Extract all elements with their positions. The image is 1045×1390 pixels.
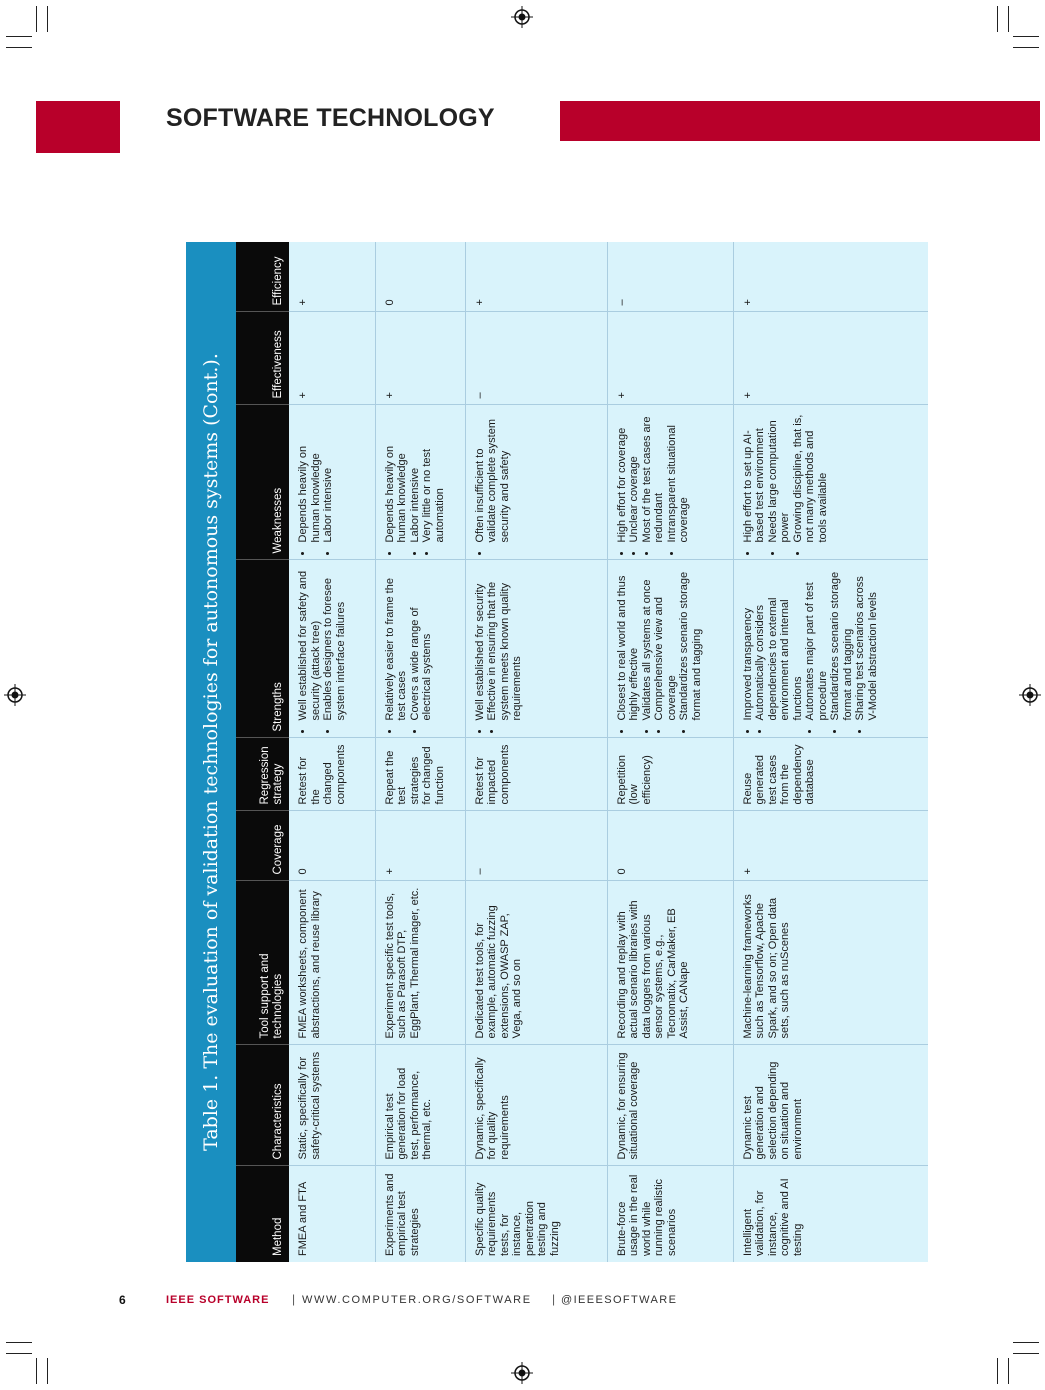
list-item: • Comprehensive view and coverage bbox=[653, 567, 678, 721]
tools-cell: Machine-learning frameworks such as Tensorflow, Apache Spark, and so on; Open data sets, such as nuScenes bbox=[733, 881, 928, 1045]
list-item: • Very little or no test automation bbox=[421, 412, 446, 543]
table-title-strip bbox=[186, 242, 236, 1262]
crop-mark bbox=[1013, 1342, 1039, 1343]
effectiveness-cell: + bbox=[289, 312, 375, 405]
list-item: • Closest to real world and thus highly effective bbox=[616, 567, 641, 721]
coverage-cell: + bbox=[733, 811, 928, 881]
table-row bbox=[465, 242, 607, 1262]
list-item: • Improved transparency bbox=[742, 567, 755, 721]
crop-mark bbox=[997, 1358, 998, 1384]
column-header: Method bbox=[236, 1166, 289, 1262]
column-header: Tool support and technologies bbox=[236, 881, 289, 1045]
effectiveness-cell: – bbox=[465, 312, 607, 405]
header-accent-bar bbox=[560, 101, 1040, 141]
coverage-cell: 0 bbox=[289, 811, 375, 881]
list-item: • Relatively easier to frame the test cases bbox=[384, 567, 409, 721]
table-row bbox=[289, 242, 375, 1262]
strengths-cell bbox=[607, 560, 733, 738]
regression-cell: Repetition (low efficiency) bbox=[607, 738, 733, 811]
method-cell: Brute-force usage in the real world while running realistic scenarios bbox=[607, 1166, 733, 1262]
list-item: • Labor intensive bbox=[409, 412, 422, 543]
registration-mark-icon bbox=[1019, 684, 1041, 706]
effectiveness-cell: + bbox=[733, 312, 928, 405]
strengths-cell bbox=[289, 560, 375, 738]
characteristics-cell: Dynamic test generation and selection depending on situation and environment bbox=[733, 1045, 928, 1166]
footer-separator: | bbox=[292, 1292, 296, 1306]
list-item: • Standardizes scenario storage format and tagging bbox=[829, 567, 854, 721]
column-header: Weaknesses bbox=[236, 405, 289, 560]
list-item: • Growing discipline, that is, not many methods and tools available bbox=[792, 412, 830, 543]
crop-mark bbox=[1013, 1353, 1039, 1354]
list-item: • Well established for security bbox=[474, 567, 487, 721]
crop-mark bbox=[6, 47, 32, 48]
weaknesses-cell bbox=[289, 405, 375, 560]
crop-mark bbox=[1013, 47, 1039, 48]
regression-cell: Retest for the changed components bbox=[289, 738, 375, 811]
tools-cell: Experiment specific test tools, such as Parasoft DTP, EggPlant, Thermal imager, etc. bbox=[375, 881, 465, 1045]
header-accent-bar bbox=[36, 101, 120, 153]
efficiency-cell: + bbox=[733, 242, 928, 312]
method-cell: Specific quality requirements tests, for instance, penetration testing and fuzzing bbox=[465, 1166, 607, 1262]
efficiency-cell: 0 bbox=[375, 242, 465, 312]
list-item: • Enables designers to foresee system interface failures bbox=[322, 567, 347, 721]
registration-mark-icon bbox=[4, 684, 26, 706]
characteristics-cell: Dynamic, specifically for quality requirements bbox=[465, 1045, 607, 1166]
weaknesses-cell bbox=[375, 405, 465, 560]
weaknesses-cell bbox=[607, 405, 733, 560]
evaluation-table-panel bbox=[186, 242, 928, 1262]
table-title: Table 1. The evaluation of validation technologies for autonomous systems (Cont.). bbox=[200, 353, 222, 1151]
list-item: • Intransparent situational coverage bbox=[666, 412, 691, 543]
list-item: • Automatically considers dependencies to external environment and internal functions bbox=[754, 567, 804, 721]
table-row bbox=[733, 242, 928, 1262]
table-row bbox=[607, 242, 733, 1262]
tools-cell: Dedicated test tools, for example, automatic fuzzing extensions, OWASP ZAP, Vega, and so on bbox=[465, 881, 607, 1045]
magazine-name: IEEE SOFTWARE bbox=[166, 1294, 270, 1306]
crop-mark bbox=[36, 1358, 37, 1384]
regression-cell: Retest for impacted components bbox=[465, 738, 607, 811]
effectiveness-cell: + bbox=[607, 312, 733, 405]
crop-mark bbox=[47, 1358, 48, 1384]
strengths-cell bbox=[465, 560, 607, 738]
table-row bbox=[375, 242, 465, 1262]
list-item: • Well established for safety and security (attack tree) bbox=[297, 567, 322, 721]
list-item: • Unclear coverage bbox=[628, 412, 641, 543]
crop-mark bbox=[1008, 1358, 1009, 1384]
regression-cell: Repeat the test strategies for changed function bbox=[375, 738, 465, 811]
crop-mark bbox=[6, 36, 32, 37]
characteristics-cell: Dynamic, for ensuring situational coverage bbox=[607, 1045, 733, 1166]
tools-cell: FMEA worksheets, component abstractions, and reuse library bbox=[289, 881, 375, 1045]
method-cell: Experiments and empirical test strategies bbox=[375, 1166, 465, 1262]
list-item: • Needs large computation power bbox=[767, 412, 792, 543]
crop-mark bbox=[1013, 36, 1039, 37]
strengths-cell bbox=[733, 560, 928, 738]
list-item: • High effort to set up AI-based test environment bbox=[742, 412, 767, 543]
list-item: • Sharing test scenarios across V-Model abstraction levels bbox=[854, 567, 879, 721]
method-cell: Intelligent validation, for instance, cognitive and AI testing bbox=[733, 1166, 928, 1262]
section-title: SOFTWARE TECHNOLOGY bbox=[166, 104, 495, 132]
column-header: Regression strategy bbox=[236, 738, 289, 811]
weaknesses-cell bbox=[733, 405, 928, 560]
column-header: Strengths bbox=[236, 560, 289, 738]
footer-url: WWW.COMPUTER.ORG/SOFTWARE bbox=[302, 1294, 532, 1306]
table-header-row bbox=[236, 242, 289, 1262]
coverage-cell: – bbox=[465, 811, 607, 881]
column-header: Characteristics bbox=[236, 1045, 289, 1166]
footer-handle: @IEEESOFTWARE bbox=[561, 1294, 678, 1306]
list-item: • Most of the test cases are redundant bbox=[641, 412, 666, 543]
rotated-table-wrapper bbox=[236, 242, 928, 1262]
list-item: • Covers a wide range of electrical systems bbox=[409, 567, 434, 721]
coverage-cell: + bbox=[375, 811, 465, 881]
crop-mark bbox=[47, 6, 48, 32]
list-item: • Often insufficient to validate complete system security and safety bbox=[474, 412, 512, 543]
effectiveness-cell: + bbox=[375, 312, 465, 405]
crop-mark bbox=[6, 1353, 32, 1354]
characteristics-cell: Empirical test generation for load test, performance, thermal, etc. bbox=[375, 1045, 465, 1166]
evaluation-table bbox=[236, 242, 928, 1262]
crop-mark bbox=[6, 1342, 32, 1343]
list-item: • Automates major part of test procedure bbox=[804, 567, 829, 721]
crop-mark bbox=[997, 6, 998, 32]
crop-mark bbox=[36, 6, 37, 32]
weaknesses-cell bbox=[465, 405, 607, 560]
list-item: • Effective in ensuring that the system meets known quality requirements bbox=[486, 567, 524, 721]
efficiency-cell: + bbox=[289, 242, 375, 312]
list-item: • High effort for coverage bbox=[616, 412, 629, 543]
coverage-cell: 0 bbox=[607, 811, 733, 881]
efficiency-cell: + bbox=[465, 242, 607, 312]
column-header: Coverage bbox=[236, 811, 289, 881]
crop-mark bbox=[1008, 6, 1009, 32]
list-item: • Standardizes scenario storage format and tagging bbox=[678, 567, 703, 721]
list-item: • Depends heavily on human knowledge bbox=[384, 412, 409, 543]
column-header: Efficiency bbox=[236, 242, 289, 312]
characteristics-cell: Static, specifically for safety-critical systems bbox=[289, 1045, 375, 1166]
method-cell: FMEA and FTA bbox=[297, 1181, 309, 1256]
registration-mark-icon bbox=[511, 6, 533, 28]
strengths-cell bbox=[375, 560, 465, 738]
list-item: • Depends heavily on human knowledge bbox=[297, 412, 322, 543]
regression-cell: Reuse generated test cases from the dependency database bbox=[733, 738, 928, 811]
footer-separator: | bbox=[552, 1292, 556, 1306]
list-item: • Labor intensive bbox=[322, 412, 335, 543]
list-item: • Validates all systems at once bbox=[641, 567, 654, 721]
column-header: Effectiveness bbox=[236, 312, 289, 405]
registration-mark-icon bbox=[511, 1362, 533, 1384]
page-number: 6 bbox=[119, 1293, 126, 1307]
tools-cell: Recording and replay with actual scenario libraries with data loggers from various sensor systems, e.g., Tecnomatix, CarMaker, EB Assist, CANape bbox=[607, 881, 733, 1045]
efficiency-cell: – bbox=[607, 242, 733, 312]
